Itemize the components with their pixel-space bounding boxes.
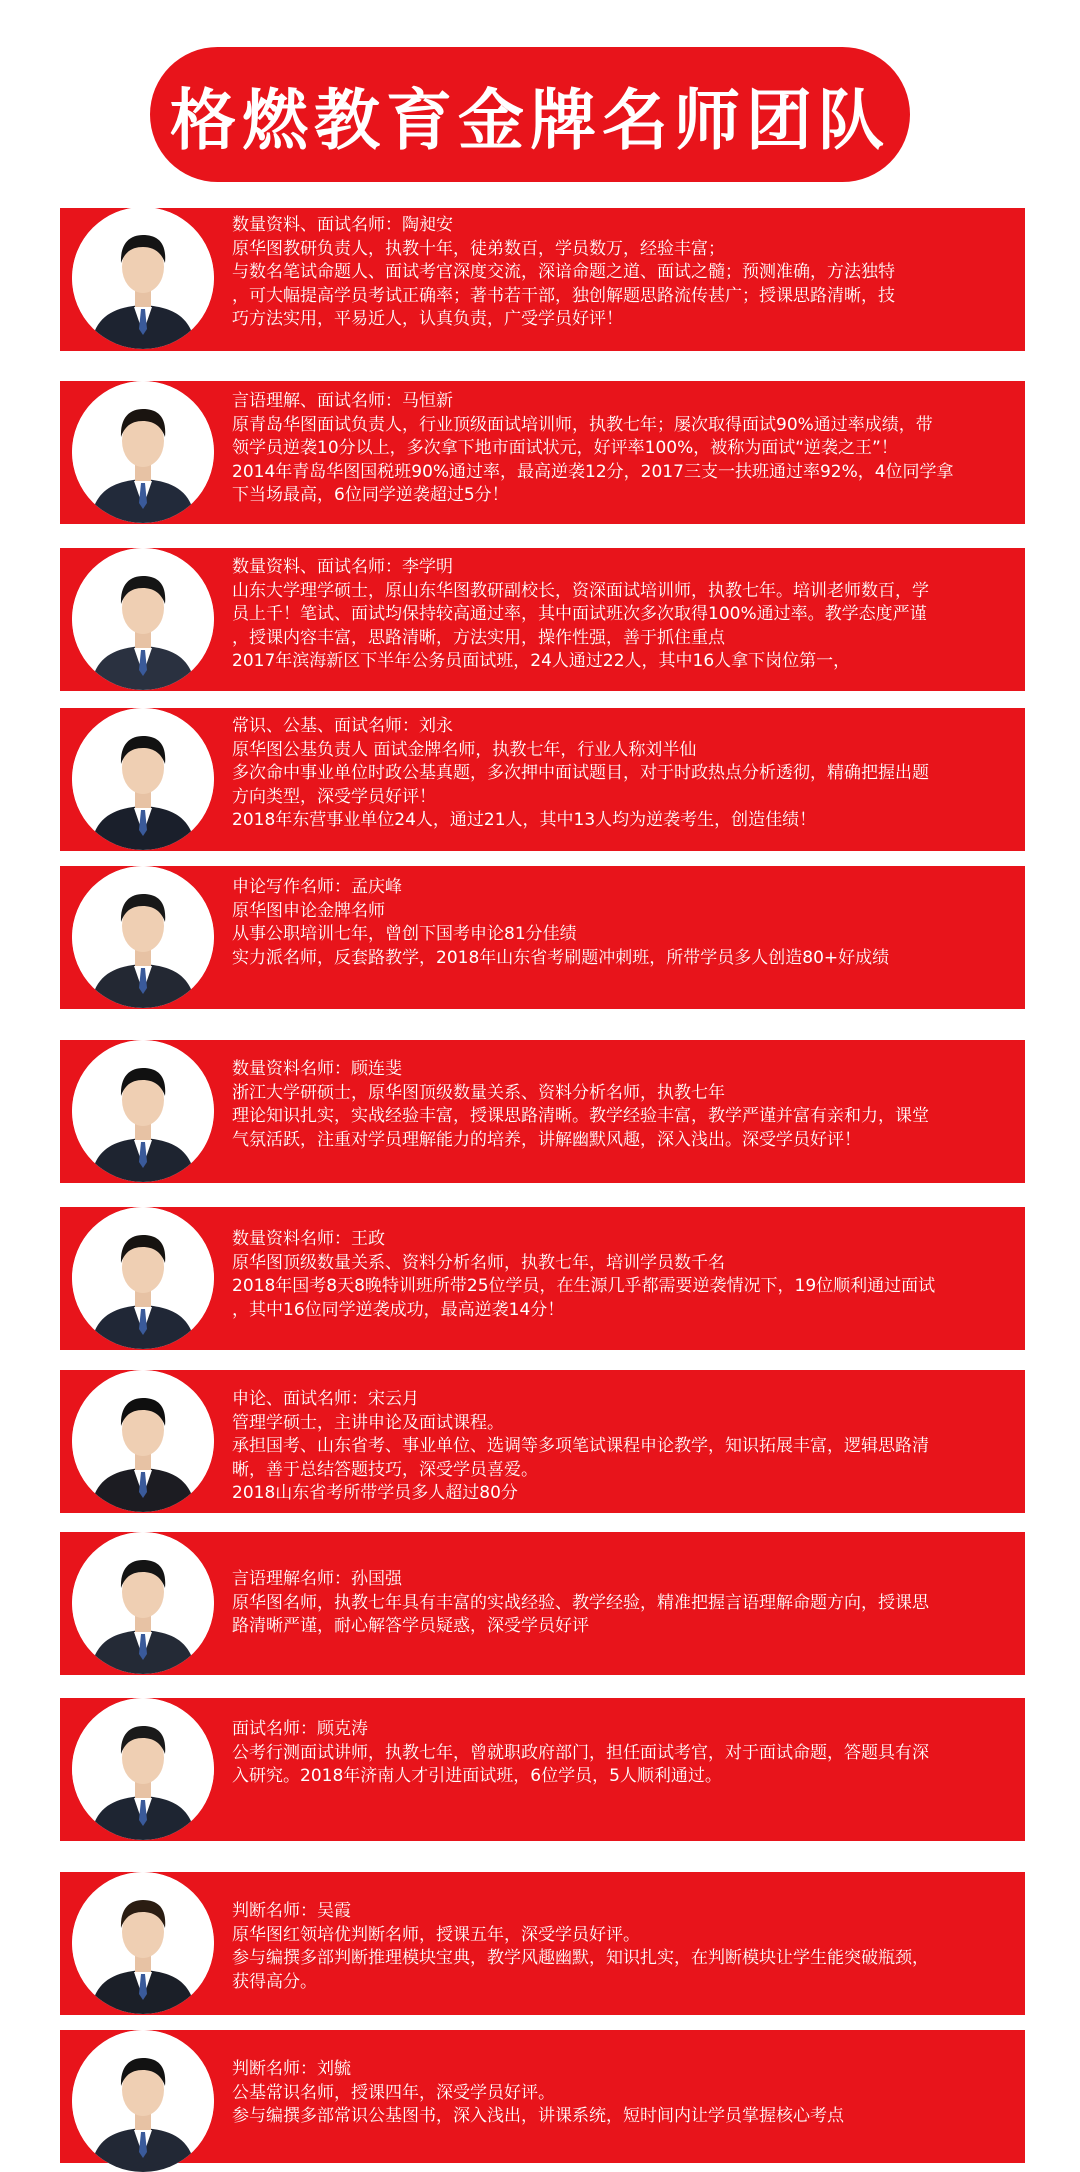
teacher-bio-line: ，可大幅提高学员考试正确率；著书若干部，独创解题思路流传甚广；授课思路清晰，技 xyxy=(232,285,895,306)
teacher-bio-line: 管理学硕士，主讲申论及面试课程。 xyxy=(232,1412,504,1433)
teacher-bio-line: 2018年东营事业单位24人，通过21人，其中13人均为逆袭考生，创造佳绩！ xyxy=(232,810,817,830)
teacher-bio-line: 巧方法实用，平易近人，认真负责，广受学员好评！ xyxy=(232,309,623,329)
teacher-photo xyxy=(72,1872,214,2014)
person-portrait-icon xyxy=(72,1207,214,1349)
teacher-bio-line: 原华图申论金牌名师 xyxy=(232,900,385,921)
teacher-photo xyxy=(72,548,214,690)
teacher-bio-line: 方向类型，深受学员好评！ xyxy=(232,786,436,807)
teacher-bio-line: 山东大学理学硕士，原山东华图教研副校长，资深面试培训师，执教七年。培训老师数百，学 xyxy=(232,580,929,601)
teacher-bio-line: 原华图顶级数量关系、资料分析名师，执教七年，培训学员数千名 xyxy=(232,1252,725,1273)
teacher-name-line: 言语理解、面试名师：马恒新 xyxy=(232,391,453,411)
teacher-bio-line: 员上千！笔试、面试均保持较高通过率，其中面试班次多次取得100%通过率。教学态度严谨 xyxy=(232,604,927,624)
teacher-bio-line: 理论知识扎实，实战经验丰富，授课思路清晰。教学经验丰富，教学严谨并富有亲和力，课堂 xyxy=(232,1106,929,1126)
teacher-name-line: 判断名师：吴霞 xyxy=(232,1901,351,1921)
teacher-bio-line: ，授课内容丰富，思路清晰，方法实用，操作性强，善于抓住重点 xyxy=(232,627,725,648)
teacher-bio-line: 公考行测面试讲师，执教七年，曾就职政府部门，担任面试考官，对于面试命题，答题具有深 xyxy=(232,1742,929,1763)
teacher-name-line: 判断名师：刘毓 xyxy=(232,2059,351,2079)
teacher-photo xyxy=(72,708,214,850)
teacher-bio-line: 实力派名师，反套路教学，2018年山东省考刷题冲刺班，所带学员多人创造80+好成绩 xyxy=(232,947,890,968)
teacher-description xyxy=(232,715,997,833)
person-portrait-icon xyxy=(72,548,214,690)
teacher-bio-line: 路清晰严谨，耐心解答学员疑惑，深受学员好评 xyxy=(232,1616,589,1636)
person-portrait-icon xyxy=(72,866,214,1008)
person-portrait-icon xyxy=(72,708,214,850)
teacher-bio-line: 浙江大学研硕士，原华图顶级数量关系、资料分析名师，执教七年 xyxy=(232,1082,725,1103)
teacher-photo xyxy=(72,1207,214,1349)
teacher-bio-line: ，其中16位同学逆袭成功，最高逆袭14分！ xyxy=(232,1299,565,1320)
teacher-bio-line: 2018山东省考所带学员多人超过80分 xyxy=(232,1483,518,1503)
teacher-name-line: 言语理解名师：孙国强 xyxy=(232,1569,402,1589)
teacher-name-line: 面试名师：顾克涛 xyxy=(232,1719,368,1739)
teacher-bio-line: 晰，善于总结答题技巧，深受学员喜爱。 xyxy=(232,1459,538,1480)
teacher-description xyxy=(232,876,997,970)
teacher-photo xyxy=(72,1040,214,1182)
teacher-photo xyxy=(72,866,214,1008)
teacher-bio-line: 承担国考、山东省考、事业单位、选调等多项笔试课程申论教学，知识拓展丰富，逻辑思路清 xyxy=(232,1436,929,1456)
teacher-bio-line: 2017年滨海新区下半年公务员面试班，24人通过22人，其中16人拿下岗位第一， xyxy=(232,651,851,671)
person-portrait-icon xyxy=(72,1532,214,1674)
person-portrait-icon xyxy=(72,1040,214,1182)
teacher-name-line: 申论、面试名师：宋云月 xyxy=(232,1389,419,1409)
teacher-bio-line: 2014年青岛华图国税班90%通过率，最高逆袭12分，2017三支一扶班通过率92%，4位同学拿 xyxy=(232,461,954,482)
person-portrait-icon xyxy=(72,1872,214,2014)
teacher-description xyxy=(232,1058,997,1152)
person-portrait-icon xyxy=(72,1698,214,1840)
teacher-bio-line: 参与编撰多部判断推理模块宝典，教学风趣幽默，知识扎实，在判断模块让学生能突破瓶颈， xyxy=(232,1948,929,1968)
teacher-name-line: 数量资料名师：顾连斐 xyxy=(232,1059,402,1079)
teacher-bio-line: 入研究。2018年济南人才引进面试班，6位学员，5人顺利通过。 xyxy=(232,1766,722,1786)
teacher-description xyxy=(232,1228,997,1322)
teacher-description xyxy=(232,1900,997,1994)
teacher-description xyxy=(232,1388,997,1506)
person-portrait-icon xyxy=(72,2030,214,2172)
teacher-bio-line: 原青岛华图面试负责人，行业顶级面试培训师，执教七年；屡次取得面试90%通过率成绩，带 xyxy=(232,414,933,435)
teacher-photo xyxy=(72,1698,214,1840)
teacher-bio-line: 原华图教研负责人，执教十年，徒弟数百，学员数万，经验丰富； xyxy=(232,238,725,259)
teacher-bio-line: 2018年国考8天8晚特训班所带25位学员，在生源几乎都需要逆袭情况下，19位顺利通过面试 xyxy=(232,1276,936,1296)
teacher-description xyxy=(232,1568,997,1639)
person-portrait-icon xyxy=(72,381,214,523)
teacher-description xyxy=(232,390,997,508)
teacher-name-line: 数量资料、面试名师：李学明 xyxy=(232,557,453,577)
teacher-photo xyxy=(72,1370,214,1512)
teacher-name-line: 常识、公基、面试名师：刘永 xyxy=(232,716,453,736)
teacher-photo xyxy=(72,381,214,523)
teacher-bio-line: 气氛活跃，注重对学员理解能力的培养，讲解幽默风趣，深入浅出。深受学员好评！ xyxy=(232,1129,861,1150)
teacher-bio-line: 领学员逆袭10分以上，多次拿下地市面试状元，好评率100%，被称为面试“逆袭之王”！ xyxy=(232,438,898,458)
teacher-bio-line: 原华图红领培优判断名师，授课五年，深受学员好评。 xyxy=(232,1924,640,1945)
person-portrait-icon xyxy=(72,1370,214,1512)
teacher-bio-line: 获得高分。 xyxy=(232,1971,317,1992)
teacher-name-line: 数量资料、面试名师：陶昶安 xyxy=(232,215,453,235)
teacher-description xyxy=(232,214,997,332)
teacher-description xyxy=(232,2058,997,2129)
teacher-bio-line: 下当场最高，6位同学逆袭超过5分！ xyxy=(232,485,509,505)
teacher-bio-line: 多次命中事业单位时政公基真题，多次押中面试题目，对于时政热点分析透彻，精确把握出题 xyxy=(232,763,929,783)
person-portrait-icon xyxy=(72,207,214,349)
teacher-bio-line: 公基常识名师，授课四年，深受学员好评。 xyxy=(232,2082,555,2103)
teacher-bio-line: 参与编撰多部常识公基图书，深入浅出，讲课系统，短时间内让学员掌握核心考点 xyxy=(232,2106,844,2126)
teacher-description xyxy=(232,556,997,674)
teacher-photo xyxy=(72,1532,214,1674)
teacher-bio-line: 与数名笔试命题人、面试考官深度交流，深谙命题之道、面试之髓；预测准确，方法独特 xyxy=(232,262,895,282)
teacher-bio-line: 从事公职培训七年，曾创下国考申论81分佳绩 xyxy=(232,924,577,944)
title-banner xyxy=(150,47,910,182)
teacher-description xyxy=(232,1718,997,1789)
teacher-photo xyxy=(72,2030,214,2172)
teacher-photo xyxy=(72,207,214,349)
teacher-bio-line: 原华图公基负责人 面试金牌名师，执教七年，行业人称刘半仙 xyxy=(232,739,697,760)
page-title: 格燃教育金牌名师团队 xyxy=(170,82,890,159)
teacher-bio-line: 原华图名师，执教七年具有丰富的实战经验、教学经验，精准把握言语理解命题方向，授课思 xyxy=(232,1592,929,1613)
teacher-name-line: 数量资料名师：王政 xyxy=(232,1229,385,1249)
teacher-name-line: 申论写作名师：孟庆峰 xyxy=(232,877,402,897)
